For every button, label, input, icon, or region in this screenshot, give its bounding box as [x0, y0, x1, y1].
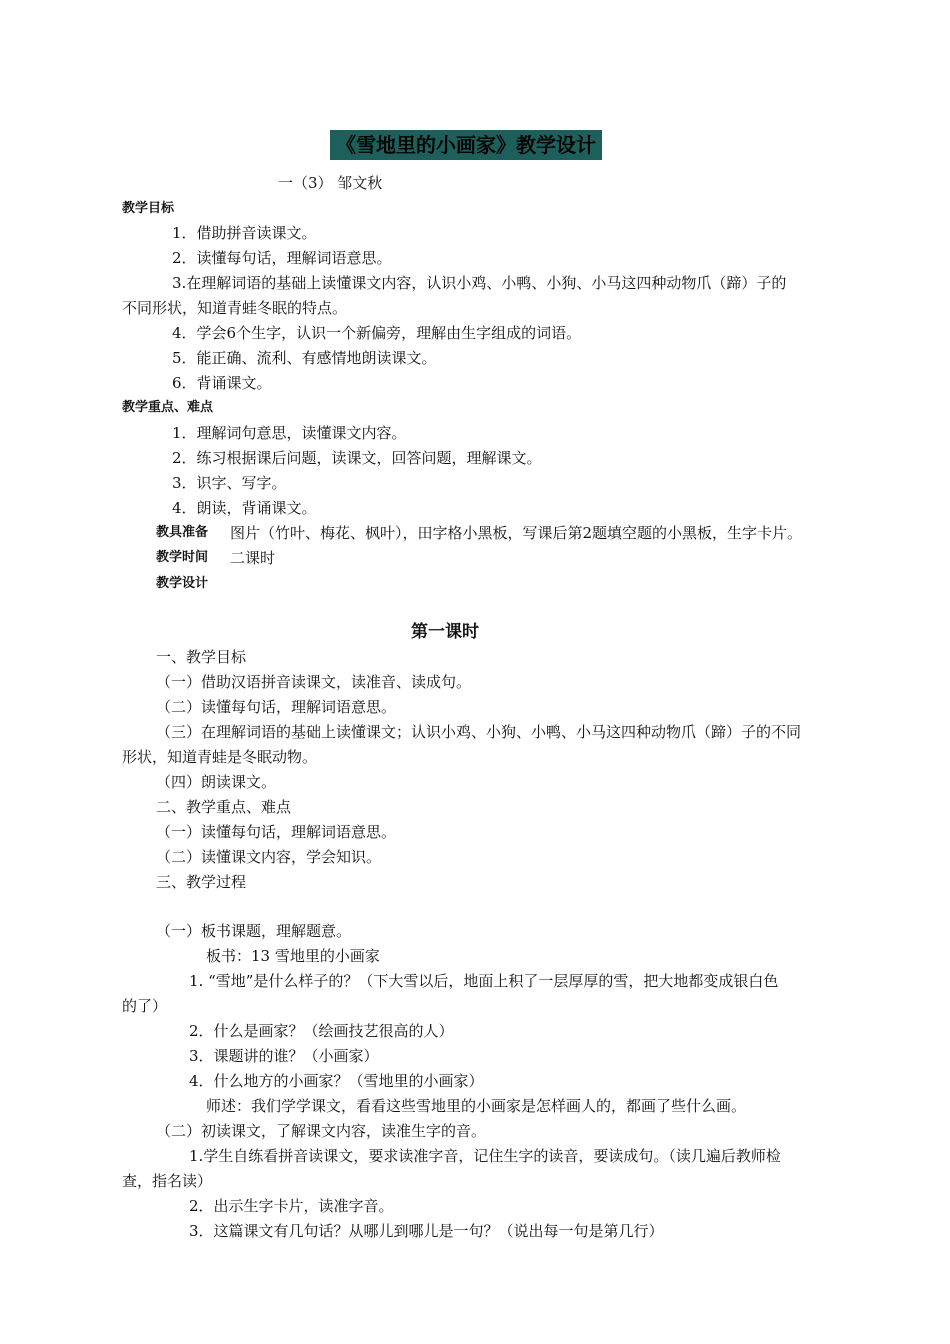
goal-item: 6．背诵课文。: [172, 374, 272, 392]
body-line: 1.学生自练看拼音读课文，要求读准字音，记住生字的读音，要读成句。（读几遍后教师检: [189, 1147, 781, 1165]
key-item: 1．理解词句意思，读懂课文内容。: [172, 424, 407, 442]
body-line: 4．什么地方的小画家？（雪地里的小画家）: [189, 1072, 484, 1090]
body-line: 板书：13 雪地里的小画家: [206, 947, 380, 965]
body-line: 一、教学目标: [156, 648, 247, 666]
body-line: 3．这篇课文有几句话？从哪儿到哪儿是一句？（说出每一句是第几行）: [189, 1222, 664, 1240]
key-heading: 教学重点、难点: [122, 400, 214, 415]
body-line: （二）读懂课文内容，学会知识。: [156, 848, 382, 866]
body-line: 形状，知道青蛙是冬眠动物。: [122, 748, 318, 766]
body-line: （一）借助汉语拼音读课文，读准音、读成句。: [156, 673, 472, 691]
goal-item: 2．读懂每句话，理解词语意思。: [172, 249, 392, 267]
body-line: 师述：我们学学课文，看看这些雪地里的小画家是怎样画人的，都画了些什么画。: [206, 1097, 747, 1115]
body-line: 1. “雪地”是什么样子的？（下大雪以后，地面上积了一层厚厚的雪，把大地都变成银白色: [189, 972, 779, 990]
body-line: （四）朗读课文。: [156, 773, 277, 791]
tools-text: 图片（竹叶、梅花、枫叶），田字格小黑板，写课后第2题填空题的小黑板，生字卡片。: [230, 524, 803, 542]
goal-item-cont: 不同形状，知道青蛙冬眠的特点。: [122, 299, 348, 317]
body-line: 的了）: [122, 997, 168, 1015]
time-label: 教学时间: [156, 550, 209, 565]
goal-item: 4．学会6个生字，认识一个新偏旁，理解由生字组成的词语。: [172, 324, 582, 342]
body-line: （一）读懂每句话，理解词语意思。: [156, 823, 397, 841]
document-title: 《雪地里的小画家》教学设计: [330, 130, 602, 160]
body-line: 二、教学重点、难点: [156, 798, 292, 816]
body-line: 三、教学过程: [156, 873, 247, 891]
goal-item: 1．借助拼音读课文。: [172, 224, 317, 242]
body-line: 2．什么是画家？（绘画技艺很高的人）: [189, 1022, 454, 1040]
key-item: 3．识字、写字。: [172, 474, 287, 492]
key-item: 2．练习根据课后问题，读课文，回答问题，理解课文。: [172, 449, 542, 467]
author-line: 一（3） 邹文秋: [278, 174, 383, 192]
body-line: 查，指名读）: [122, 1172, 213, 1190]
goal-item: 3.在理解词语的基础上读懂课文内容，认识小鸡、小鸭、小狗、小马这四种动物爪（蹄）子的: [172, 274, 787, 292]
design-label: 教学设计: [156, 576, 209, 591]
key-item: 4．朗读，背诵课文。: [172, 499, 317, 517]
goals-heading: 教学目标: [122, 201, 175, 216]
body-line: 2．出示生字卡片，读准字音。: [189, 1197, 394, 1215]
goal-item: 5．能正确、流利、有感情地朗读课文。: [172, 349, 437, 367]
body-line: （三）在理解词语的基础上读懂课文；认识小鸡、小狗、小鸭、小马这四种动物爪（蹄）子的不同: [156, 723, 802, 741]
body-line: （一）板书课题，理解题意。: [156, 922, 352, 940]
body-line: （二）读懂每句话，理解词语意思。: [156, 698, 397, 716]
tools-label: 教具准备: [156, 525, 209, 540]
time-text: 二课时: [230, 549, 276, 567]
body-line: 3．课题讲的谁？（小画家）: [189, 1047, 379, 1065]
lesson1-heading: 第一课时: [411, 622, 479, 642]
body-line: （二）初读课文，了解课文内容，读准生字的音。: [156, 1122, 487, 1140]
